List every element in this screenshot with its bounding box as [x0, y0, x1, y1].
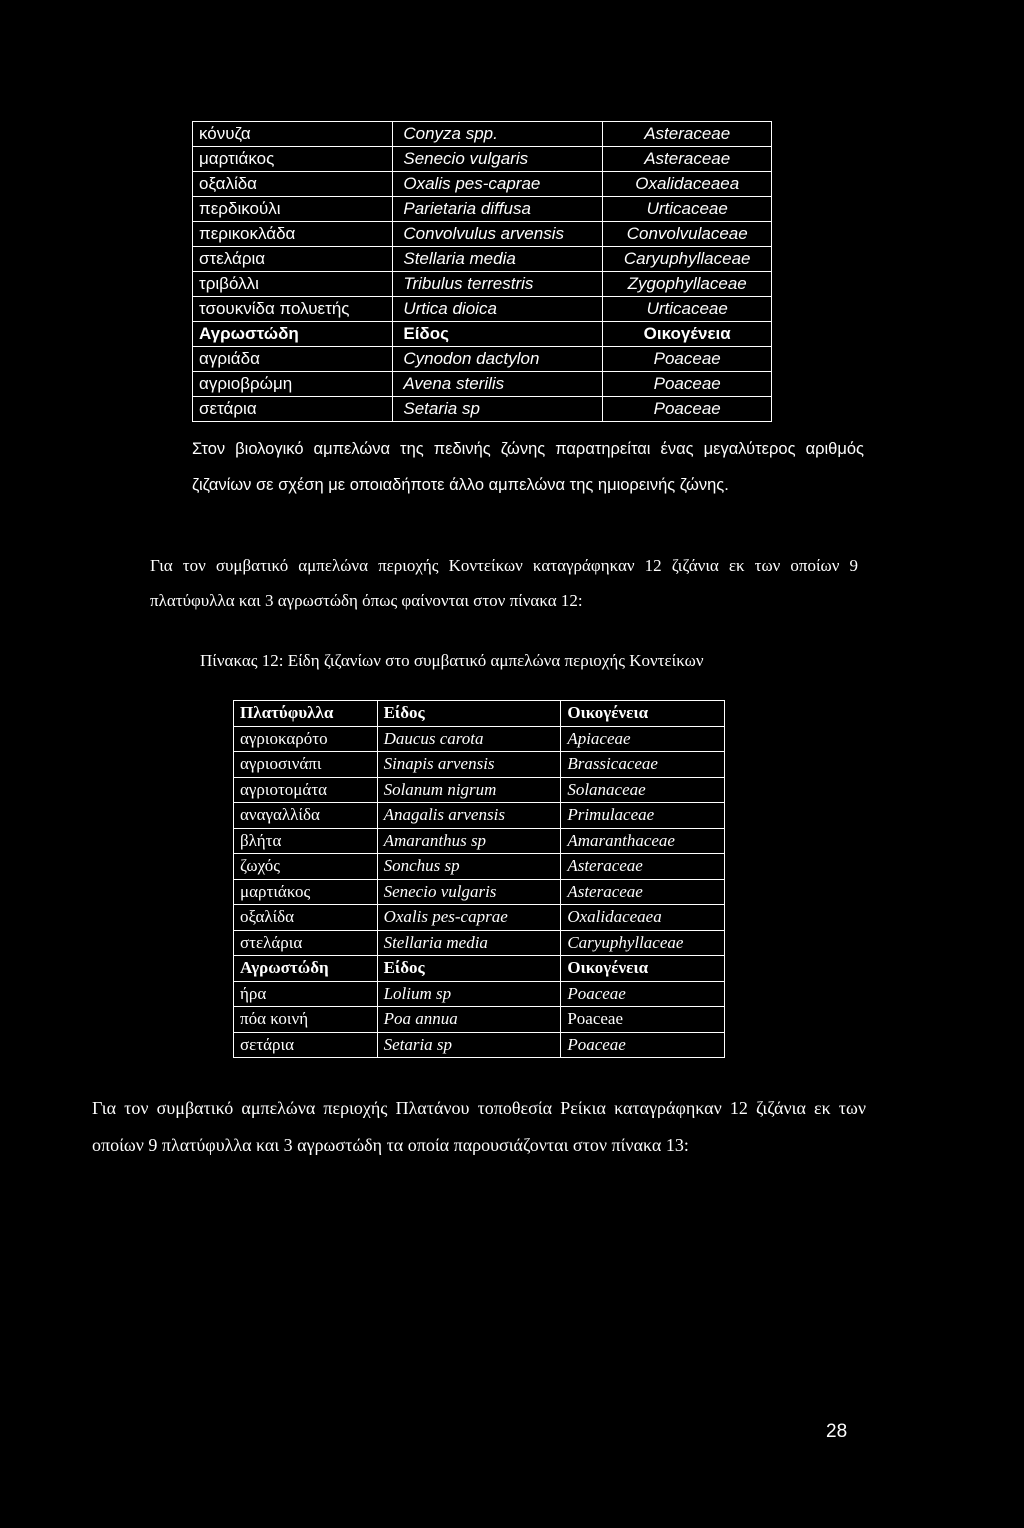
common-name-cell: οξαλίδα [193, 172, 393, 197]
species-cell: Anagalis arvensis [377, 803, 561, 829]
common-name-cell: μαρτιάκος [193, 147, 393, 172]
family-cell: Poaceae [561, 1032, 725, 1058]
species-cell: Oxalis pes-caprae [393, 172, 603, 197]
family-cell: Convolvulaceae [603, 222, 772, 247]
common-name-cell: κόνυζα [193, 122, 393, 147]
species-cell: Setaria sp [393, 397, 603, 422]
table-row [234, 905, 725, 931]
common-name-cell: ήρα [234, 981, 378, 1007]
species-cell: Tribulus terrestris [393, 272, 603, 297]
table-row [234, 828, 725, 854]
family-cell: Poaceae [603, 372, 772, 397]
common-name-cell: στελάρια [193, 247, 393, 272]
family-cell: Poaceae [561, 1007, 725, 1033]
table-row [193, 297, 772, 322]
family-cell: Asteraceae [603, 122, 772, 147]
broadleaf-header-cell: Πλατύφυλλα [234, 701, 378, 727]
common-name-cell: περικοκλάδα [193, 222, 393, 247]
species-cell: Sinapis arvensis [377, 752, 561, 778]
table-row [234, 981, 725, 1007]
family-cell: Caryuphyllaceae [603, 247, 772, 272]
common-name-cell: αγριοτομάτα [234, 777, 378, 803]
table-row [234, 1032, 725, 1058]
family-cell: Apiaceae [561, 726, 725, 752]
species-cell: Cynodon dactylon [393, 347, 603, 372]
table-row [234, 854, 725, 880]
common-name-cell: τριβόλλι [193, 272, 393, 297]
species-cell: Poa annua [377, 1007, 561, 1033]
common-name-cell: στελάρια [234, 930, 378, 956]
family-cell: Asteraceae [561, 879, 725, 905]
table-row [234, 752, 725, 778]
species-cell: Stellaria media [393, 247, 603, 272]
species-header-cell: Είδος [393, 322, 603, 347]
table-row [234, 930, 725, 956]
table-row [234, 777, 725, 803]
family-cell: Poaceae [561, 981, 725, 1007]
common-name-cell: πόα κοινή [234, 1007, 378, 1033]
common-name-cell: τσουκνίδα πολυετής [193, 297, 393, 322]
common-name-cell: μαρτιάκος [234, 879, 378, 905]
family-cell: Asteraceae [603, 147, 772, 172]
common-name-cell: ζωχός [234, 854, 378, 880]
common-name-cell: οξαλίδα [234, 905, 378, 931]
common-name-cell: σετάρια [193, 397, 393, 422]
species-cell: Daucus carota [377, 726, 561, 752]
species-cell: Amaranthus sp [377, 828, 561, 854]
page-number: 28 [826, 1421, 848, 1442]
species-cell: Solanum nigrum [377, 777, 561, 803]
species-cell: Convolvulus arvensis [393, 222, 603, 247]
table-row [193, 372, 772, 397]
common-name-cell: αγριάδα [193, 347, 393, 372]
family-cell: Poaceae [603, 397, 772, 422]
family-cell: Oxalidaceaea [603, 172, 772, 197]
table-row [193, 147, 772, 172]
weed-table-12 [233, 700, 725, 1058]
species-header-cell: Είδος [377, 701, 561, 727]
family-header-cell: Οικογένεια [603, 322, 772, 347]
grass-header-cell: Αγρωστώδη [234, 956, 378, 982]
family-cell: Caryuphyllaceae [561, 930, 725, 956]
common-name-cell: αγριοβρώμη [193, 372, 393, 397]
species-cell: Parietaria diffusa [393, 197, 603, 222]
common-name-cell: αγριοκαρότο [234, 726, 378, 752]
family-cell: Urticaceae [603, 297, 772, 322]
species-cell: Setaria sp [377, 1032, 561, 1058]
paragraph-organic-vineyard: Στον βιολογικό αμπελώνα της πεδινής ζώνης παρατηρείται ένας μεγαλύτερος αριθμός ζιζανίων σε σχέση με οποιαδήποτε άλλο αμπελώνα της ημιορεινής ζώνης. [192, 440, 864, 494]
table-row [193, 172, 772, 197]
grass-header-cell: Αγρωστώδη [193, 322, 393, 347]
family-cell: Solanaceae [561, 777, 725, 803]
table-section-header [193, 322, 772, 347]
species-cell: Urtica dioica [393, 297, 603, 322]
species-cell: Conyza spp. [393, 122, 603, 147]
family-cell: Poaceae [603, 347, 772, 372]
table-row [193, 222, 772, 247]
species-header-cell: Είδος [377, 956, 561, 982]
species-cell: Oxalis pes-caprae [377, 905, 561, 931]
family-header-cell: Οικογένεια [561, 701, 725, 727]
table-12-caption: Πίνακας 12: Είδη ζιζανίων στο συμβατικό αμπελώνα περιοχής Κοντείκων [200, 651, 704, 670]
table-row [234, 726, 725, 752]
common-name-cell: σετάρια [234, 1032, 378, 1058]
species-cell: Stellaria media [377, 930, 561, 956]
family-cell: Zygophyllaceae [603, 272, 772, 297]
family-cell: Amaranthaceae [561, 828, 725, 854]
family-cell: Asteraceae [561, 854, 725, 880]
paragraph-konteika-intro: Για τον συμβατικό αμπελώνα περιοχής Κοντείκων καταγράφηκαν 12 ζιζάνια εκ των οποίων 9 πλατύφυλλα και 3 αγρωστώδη όπως φαίνονται στον πίνακα 12: [150, 556, 858, 610]
table-row [234, 803, 725, 829]
paragraph-platanos-intro: Για τον συμβατικό αμπελώνα περιοχής Πλατάνου τοποθεσία Ρείκια καταγράφηκαν 12 ζιζάνια εκ των οποίων 9 πλατύφυλλα και 3 αγρωστώδη τα οποία παρουσιάζονται στον πίνακα 13: [92, 1098, 866, 1155]
common-name-cell: αναγαλλίδα [234, 803, 378, 829]
table-row [234, 879, 725, 905]
species-cell: Senecio vulgaris [393, 147, 603, 172]
table-section-header [234, 956, 725, 982]
table-row [193, 197, 772, 222]
family-cell: Oxalidaceaea [561, 905, 725, 931]
table-row [193, 272, 772, 297]
table-row [193, 397, 772, 422]
table-section-header [234, 701, 725, 727]
species-cell: Sonchus sp [377, 854, 561, 880]
table-row [234, 1007, 725, 1033]
common-name-cell: αγριοσινάπι [234, 752, 378, 778]
table-row [193, 122, 772, 147]
table-row [193, 247, 772, 272]
species-cell: Avena sterilis [393, 372, 603, 397]
family-cell: Brassicaceae [561, 752, 725, 778]
species-cell: Senecio vulgaris [377, 879, 561, 905]
family-cell: Primulaceae [561, 803, 725, 829]
common-name-cell: περδικούλι [193, 197, 393, 222]
common-name-cell: βλήτα [234, 828, 378, 854]
weed-table-continued [192, 121, 772, 422]
family-cell: Urticaceae [603, 197, 772, 222]
table-row [193, 347, 772, 372]
family-header-cell: Οικογένεια [561, 956, 725, 982]
species-cell: Lolium sp [377, 981, 561, 1007]
